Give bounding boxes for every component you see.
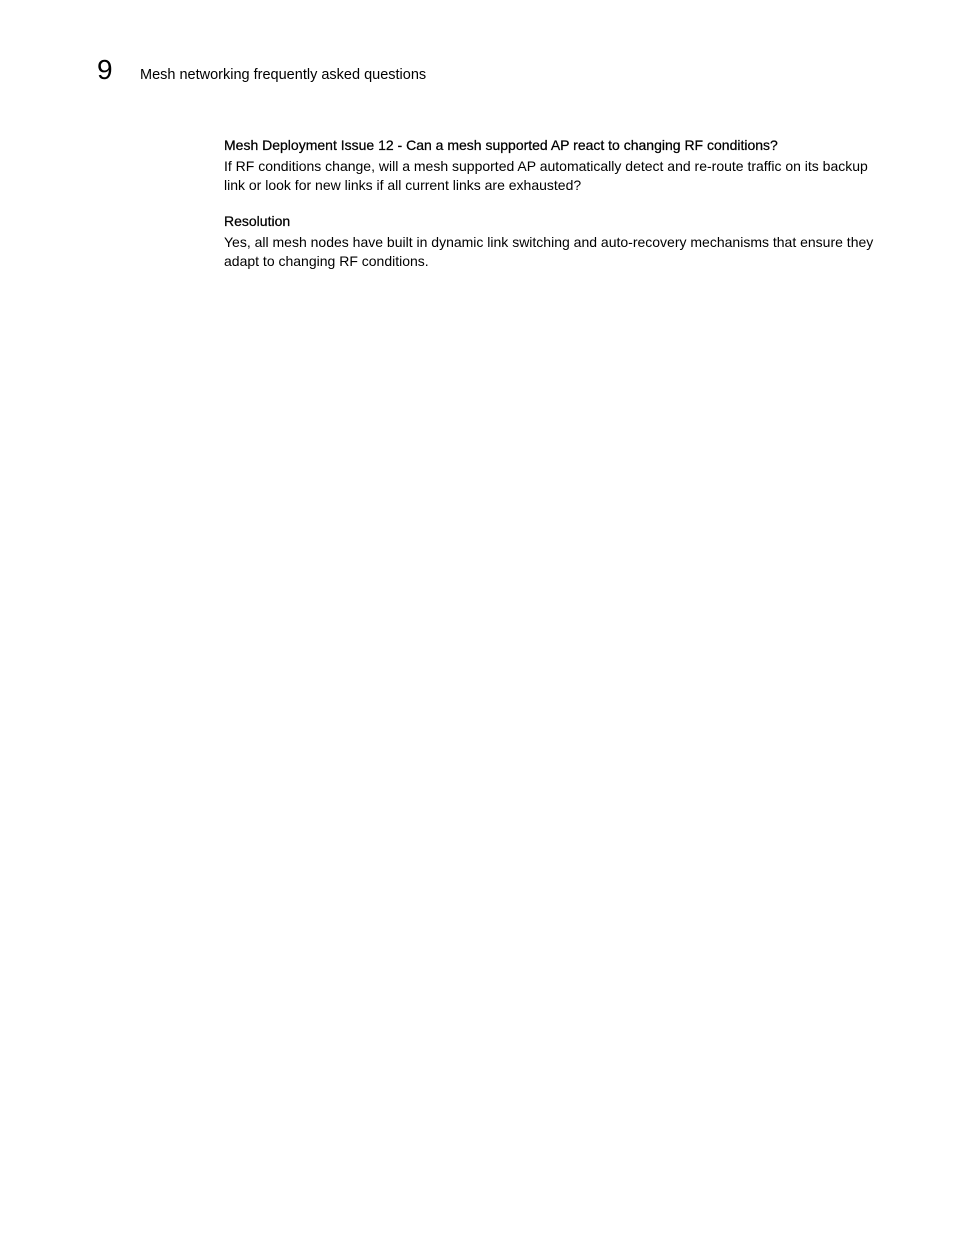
chapter-number: 9	[97, 54, 113, 85]
issue-description: If RF conditions change, will a mesh supported AP automatically detect and re-route traffic on its backup link or look for new links if all current links are exhausted?	[224, 158, 868, 193]
issue-heading: Mesh Deployment Issue 12 - Can a mesh supported AP react to changing RF conditions?	[224, 137, 778, 153]
resolution-description: Yes, all mesh nodes have built in dynamic link switching and auto-recovery mechanisms that ensure they adapt to changing RF conditions.	[224, 234, 874, 269]
main-content	[224, 136, 874, 271]
resolution-heading: Resolution	[224, 213, 291, 229]
chapter-title: Mesh networking frequently asked questions	[140, 67, 427, 83]
page-header	[97, 56, 426, 84]
